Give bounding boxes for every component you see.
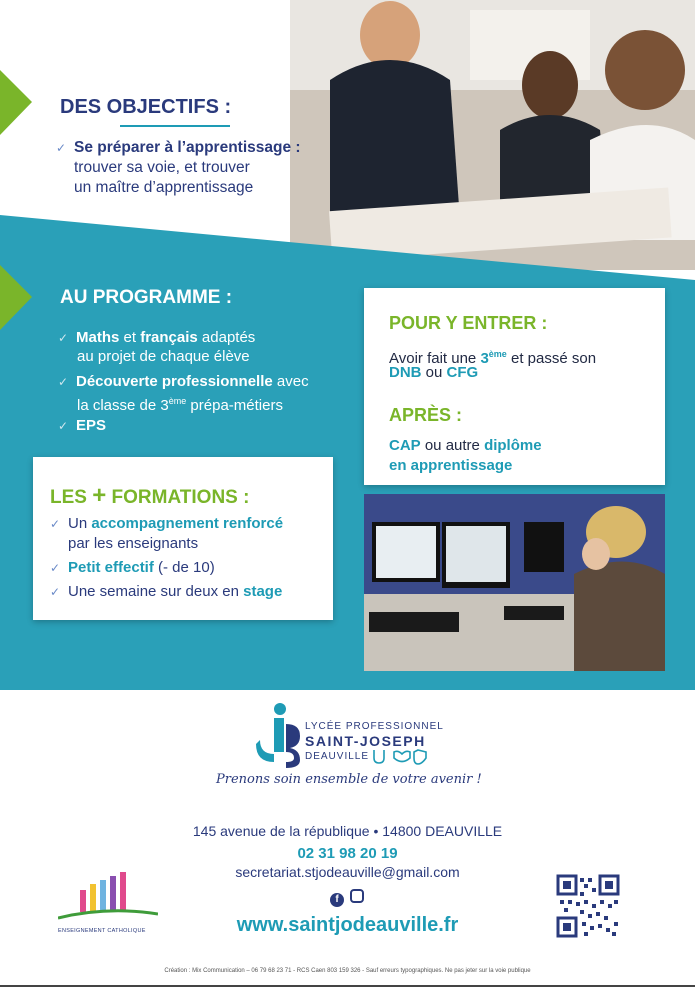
formations-item-1 (50, 514, 283, 534)
programme-decouverte: Découverte professionnelle (76, 373, 273, 390)
enseignement-catholique-label: ENSEIGNEMENT CATHOLIQUE (58, 928, 146, 934)
entry-3: 3 (480, 350, 489, 367)
qr-code[interactable] (556, 874, 620, 938)
entry-sup: ème (488, 349, 507, 359)
formations-semaine: Une semaine sur deux en (68, 583, 244, 600)
formations-accompagnement: accompagnement renforcé (91, 515, 284, 532)
formations-heading (50, 482, 249, 510)
entry-dnb: DNB (389, 364, 422, 381)
programme-item-1-line2: au projet de chaque élève (77, 348, 250, 365)
plus-icon: + (92, 482, 107, 509)
logo-line-2: SAINT-JOSEPH (305, 733, 426, 749)
logo-tagline: Prenons soin ensemble de votre avenir ! (216, 772, 482, 787)
logo-line-3: DEAUVILLE (305, 751, 370, 762)
entry-cfg: CFG (446, 364, 479, 381)
footer-credit: Création : Mix Communication – 06 79 68 23 71 - RCS Caen 803 159 326 - Sauf erreurs typographiques. Ne pas jeter sur la voie publique (164, 968, 531, 974)
instagram-icon[interactable] (350, 889, 364, 903)
programme-and: et (119, 329, 141, 346)
photo-lab-illustration (364, 494, 665, 671)
programme-item-3 (58, 416, 106, 436)
objectives-item-line3: un maître d’apprentissage (74, 179, 254, 196)
logo-line-1: LYCÉE PROFESSIONNEL (305, 721, 444, 732)
programme-sup: ème (168, 396, 187, 406)
contact-email[interactable]: secretariat.stjodeauville@gmail.com (235, 864, 460, 880)
check-icon: ✓ (58, 331, 69, 345)
after-heading: APRÈS : (389, 405, 463, 425)
objectives-item-bold: Se préparer à l’apprentissage : (74, 139, 301, 156)
programme-francais: français (140, 329, 198, 346)
formations-de-10: (- de 10) (153, 559, 215, 576)
website-link[interactable]: www.saintjodeauville.fr (236, 914, 459, 936)
social-icons (330, 889, 370, 905)
entry-heading: POUR Y ENTRER : (389, 313, 548, 333)
check-icon: ✓ (58, 375, 69, 389)
programme-maths: Maths (76, 329, 120, 346)
footer-rule (0, 985, 695, 987)
formations-un: Un (68, 515, 92, 532)
entry-passe: et passé son (506, 350, 597, 367)
objectives-item-line2: trouver sa voie, et trouver (74, 159, 250, 176)
photo-computer-lab (364, 494, 665, 671)
enseignement-catholique-logo (58, 870, 158, 926)
check-icon: ✓ (56, 141, 67, 155)
health-icons (370, 748, 430, 766)
programme-eps: EPS (76, 417, 107, 434)
programme-item-2-line2 (77, 391, 283, 416)
programme-heading: AU PROGRAMME : (60, 287, 233, 308)
after-line-1 (389, 436, 542, 456)
entry-avoir: Avoir fait une (389, 350, 481, 367)
facebook-icon[interactable]: f (330, 893, 344, 907)
formations-heading-word: FORMATIONS : (111, 487, 250, 508)
programme-classe: la classe de 3 (77, 397, 169, 414)
check-icon: ✓ (50, 517, 61, 531)
formations-item-2 (50, 558, 215, 578)
contact-address: 145 avenue de la république • 14800 DEAUVILLE (192, 823, 503, 839)
formations-item-1-line2: par les enseignants (68, 535, 199, 552)
entry-line-2 (389, 363, 478, 383)
after-ou-autre: ou autre (420, 437, 485, 454)
after-line-2 (389, 456, 512, 476)
objectives-heading: DES OBJECTIFS : (60, 96, 232, 118)
after-cap: CAP (389, 437, 421, 454)
check-icon: ✓ (50, 561, 61, 575)
formations-petit-effectif: Petit effectif (68, 559, 154, 576)
programme-avec: avec (272, 373, 309, 390)
formations-stage: stage (243, 583, 283, 600)
programme-adaptes: adaptés (197, 329, 256, 346)
programme-prepa: prépa-métiers (186, 397, 283, 414)
after-apprentissage: en apprentissage (389, 457, 513, 474)
check-icon: ✓ (58, 419, 69, 433)
programme-item-1 (58, 328, 255, 348)
objectives-underline (120, 125, 230, 127)
entry-ou: ou (421, 364, 447, 381)
saint-joseph-logo-mark (256, 702, 302, 768)
formations-item-3 (50, 582, 282, 602)
formations-heading-les: LES (50, 487, 87, 508)
objectives-item (56, 138, 301, 158)
after-diplome: diplôme (484, 437, 542, 454)
check-icon: ✓ (50, 585, 61, 599)
programme-item-2 (58, 372, 309, 392)
contact-phone[interactable]: 02 31 98 20 19 (297, 845, 398, 862)
